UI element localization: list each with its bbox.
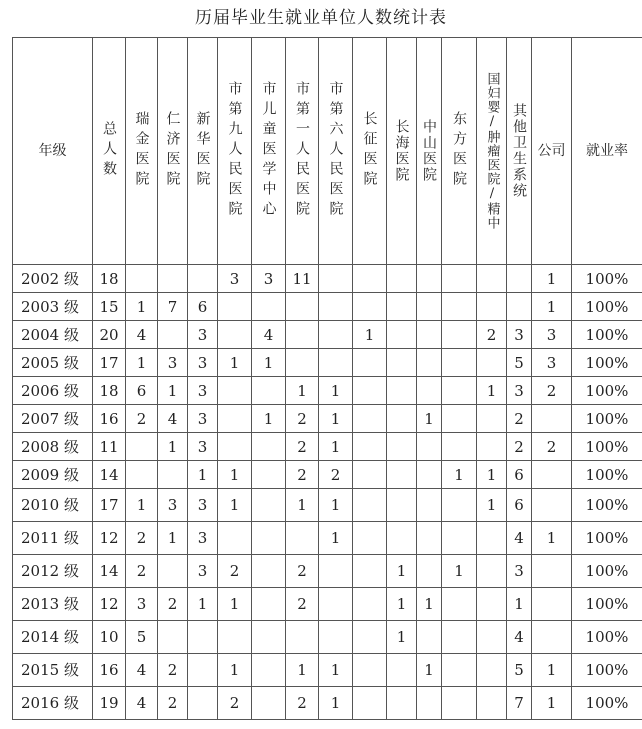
cell-c13: 1 — [507, 588, 532, 621]
cell-total: 12 — [93, 522, 126, 555]
cell-c1: 4 — [126, 654, 158, 687]
cell-grade: 2009 级 — [13, 461, 93, 489]
cell-rate: 100% — [572, 489, 642, 522]
cell-c10: 1 — [417, 654, 442, 687]
cell-c12 — [477, 654, 507, 687]
header-changzheng: 长征医院 — [353, 38, 387, 265]
table-row — [13, 522, 642, 555]
cell-c2: 1 — [158, 522, 188, 555]
cell-c6 — [286, 621, 319, 654]
cell-rate: 100% — [572, 321, 642, 349]
cell-c6: 1 — [286, 654, 319, 687]
cell-grade: 2003 级 — [13, 293, 93, 321]
cell-c14: 1 — [532, 522, 572, 555]
cell-c12: 2 — [477, 321, 507, 349]
cell-c12 — [477, 555, 507, 588]
cell-grade: 2016 级 — [13, 687, 93, 720]
cell-c14: 1 — [532, 687, 572, 720]
cell-c10 — [417, 489, 442, 522]
cell-c9 — [387, 687, 417, 720]
cell-c8 — [353, 433, 387, 461]
cell-grade: 2006 级 — [13, 377, 93, 405]
header-company: 公司 — [532, 38, 572, 265]
cell-c1: 4 — [126, 321, 158, 349]
cell-c8 — [353, 489, 387, 522]
cell-total: 15 — [93, 293, 126, 321]
cell-c9: 1 — [387, 621, 417, 654]
header-renji: 仁济医院 — [158, 38, 188, 265]
cell-c8 — [353, 555, 387, 588]
cell-c3: 1 — [188, 588, 218, 621]
cell-c13: 2 — [507, 433, 532, 461]
cell-c4: 1 — [218, 489, 252, 522]
cell-c1: 5 — [126, 621, 158, 654]
cell-c10: 1 — [417, 405, 442, 433]
table-row — [13, 489, 642, 522]
table-body — [13, 265, 642, 720]
cell-c3: 1 — [188, 461, 218, 489]
cell-c13: 5 — [507, 654, 532, 687]
cell-c3 — [188, 265, 218, 293]
cell-c4 — [218, 522, 252, 555]
cell-c5 — [252, 522, 286, 555]
cell-total: 10 — [93, 621, 126, 654]
cell-c10 — [417, 555, 442, 588]
cell-c1: 4 — [126, 687, 158, 720]
cell-c14: 3 — [532, 321, 572, 349]
cell-c1 — [126, 461, 158, 489]
cell-c3: 3 — [188, 433, 218, 461]
cell-grade: 2012 级 — [13, 555, 93, 588]
cell-c9 — [387, 461, 417, 489]
cell-c11 — [442, 621, 477, 654]
cell-c4 — [218, 377, 252, 405]
employment-stats-table — [12, 37, 642, 720]
cell-c6: 11 — [286, 265, 319, 293]
cell-c11 — [442, 377, 477, 405]
table-row — [13, 588, 642, 621]
cell-c6 — [286, 321, 319, 349]
table-row — [13, 265, 642, 293]
cell-c13: 3 — [507, 321, 532, 349]
cell-c2: 2 — [158, 654, 188, 687]
cell-c11 — [442, 265, 477, 293]
cell-c11 — [442, 433, 477, 461]
cell-c7 — [319, 555, 353, 588]
cell-c4 — [218, 405, 252, 433]
cell-c13: 6 — [507, 489, 532, 522]
cell-c11 — [442, 349, 477, 377]
cell-c7: 1 — [319, 687, 353, 720]
cell-c2: 4 — [158, 405, 188, 433]
cell-c3: 3 — [188, 349, 218, 377]
cell-c7 — [319, 349, 353, 377]
cell-total: 14 — [93, 461, 126, 489]
cell-c2 — [158, 461, 188, 489]
cell-c11 — [442, 293, 477, 321]
cell-c11 — [442, 489, 477, 522]
cell-c12 — [477, 405, 507, 433]
cell-grade: 2014 级 — [13, 621, 93, 654]
cell-c3: 3 — [188, 522, 218, 555]
cell-c10 — [417, 293, 442, 321]
cell-rate: 100% — [572, 654, 642, 687]
cell-c9 — [387, 265, 417, 293]
cell-c6: 2 — [286, 461, 319, 489]
cell-c8 — [353, 405, 387, 433]
cell-c9 — [387, 405, 417, 433]
cell-c14 — [532, 489, 572, 522]
table-row — [13, 405, 642, 433]
cell-c3: 3 — [188, 405, 218, 433]
cell-c4 — [218, 433, 252, 461]
table-title: 历届毕业生就业单位人数统计表 — [195, 8, 447, 28]
cell-c8 — [353, 349, 387, 377]
cell-c2: 1 — [158, 377, 188, 405]
cell-c4: 1 — [218, 461, 252, 489]
table-row — [13, 349, 642, 377]
cell-c6: 1 — [286, 489, 319, 522]
cell-c8 — [353, 687, 387, 720]
cell-c14: 3 — [532, 349, 572, 377]
cell-c5: 4 — [252, 321, 286, 349]
cell-grade: 2007 级 — [13, 405, 93, 433]
cell-c4: 2 — [218, 687, 252, 720]
cell-c11 — [442, 522, 477, 555]
cell-c10 — [417, 433, 442, 461]
cell-c2: 1 — [158, 433, 188, 461]
cell-c8 — [353, 654, 387, 687]
cell-c6: 2 — [286, 687, 319, 720]
cell-c5 — [252, 461, 286, 489]
cell-c7: 1 — [319, 654, 353, 687]
cell-c12 — [477, 433, 507, 461]
cell-c1: 2 — [126, 405, 158, 433]
cell-c3: 3 — [188, 377, 218, 405]
cell-c4 — [218, 293, 252, 321]
cell-c9 — [387, 349, 417, 377]
cell-c2: 2 — [158, 588, 188, 621]
header-shi6: 市第六人民医院 — [319, 38, 353, 265]
cell-c6: 2 — [286, 405, 319, 433]
cell-c12: 1 — [477, 489, 507, 522]
cell-c12 — [477, 588, 507, 621]
cell-rate: 100% — [572, 687, 642, 720]
cell-c3 — [188, 654, 218, 687]
cell-rate: 100% — [572, 588, 642, 621]
cell-c13: 7 — [507, 687, 532, 720]
cell-c14: 1 — [532, 654, 572, 687]
cell-c2 — [158, 621, 188, 654]
cell-c9 — [387, 522, 417, 555]
cell-c12: 1 — [477, 377, 507, 405]
cell-c2 — [158, 265, 188, 293]
cell-c8 — [353, 522, 387, 555]
cell-c8 — [353, 293, 387, 321]
cell-c8 — [353, 588, 387, 621]
cell-c11: 1 — [442, 461, 477, 489]
header-xinhua: 新华医院 — [188, 38, 218, 265]
cell-total: 16 — [93, 654, 126, 687]
cell-c11 — [442, 687, 477, 720]
cell-c4 — [218, 621, 252, 654]
cell-c1: 3 — [126, 588, 158, 621]
header-dongfang: 东方医院 — [442, 38, 477, 265]
header-zhongshan: 中山医院 — [417, 38, 442, 265]
cell-c1: 1 — [126, 293, 158, 321]
cell-c2: 7 — [158, 293, 188, 321]
cell-c4: 2 — [218, 555, 252, 588]
header-grade: 年级 — [13, 38, 93, 265]
cell-c10 — [417, 687, 442, 720]
cell-total: 14 — [93, 555, 126, 588]
cell-c14 — [532, 405, 572, 433]
cell-c7: 1 — [319, 522, 353, 555]
cell-c10 — [417, 321, 442, 349]
cell-c5 — [252, 293, 286, 321]
cell-c7 — [319, 321, 353, 349]
table-row — [13, 654, 642, 687]
cell-c11 — [442, 321, 477, 349]
cell-c7 — [319, 621, 353, 654]
table-row — [13, 555, 642, 588]
cell-c9 — [387, 377, 417, 405]
cell-grade: 2011 级 — [13, 522, 93, 555]
cell-c9: 1 — [387, 555, 417, 588]
cell-c6: 2 — [286, 555, 319, 588]
cell-c13 — [507, 265, 532, 293]
cell-total: 17 — [93, 489, 126, 522]
cell-c2 — [158, 555, 188, 588]
table-row — [13, 461, 642, 489]
cell-c2 — [158, 321, 188, 349]
cell-c1: 1 — [126, 489, 158, 522]
cell-total: 20 — [93, 321, 126, 349]
cell-c12 — [477, 687, 507, 720]
cell-c14 — [532, 588, 572, 621]
cell-c13: 3 — [507, 555, 532, 588]
cell-c12 — [477, 522, 507, 555]
cell-rate: 100% — [572, 265, 642, 293]
cell-c7 — [319, 293, 353, 321]
cell-c13: 2 — [507, 405, 532, 433]
table-row — [13, 687, 642, 720]
cell-c8 — [353, 461, 387, 489]
cell-c6: 2 — [286, 588, 319, 621]
cell-c8 — [353, 621, 387, 654]
cell-rate: 100% — [572, 433, 642, 461]
cell-c12 — [477, 265, 507, 293]
cell-c7: 1 — [319, 433, 353, 461]
cell-c11: 1 — [442, 555, 477, 588]
cell-c1 — [126, 265, 158, 293]
cell-c5: 1 — [252, 349, 286, 377]
cell-total: 16 — [93, 405, 126, 433]
header-total: 总人数 — [93, 38, 126, 265]
cell-c11 — [442, 654, 477, 687]
cell-grade: 2005 级 — [13, 349, 93, 377]
cell-c7 — [319, 588, 353, 621]
header-shi9: 市第九人民医院 — [218, 38, 252, 265]
cell-total: 18 — [93, 265, 126, 293]
cell-c9 — [387, 293, 417, 321]
cell-grade: 2010 级 — [13, 489, 93, 522]
header-children: 市儿童医学中心 — [252, 38, 286, 265]
cell-c3: 3 — [188, 489, 218, 522]
cell-c2: 2 — [158, 687, 188, 720]
cell-c3: 3 — [188, 555, 218, 588]
header-shi1: 市第一人民医院 — [286, 38, 319, 265]
cell-c6 — [286, 349, 319, 377]
cell-c7: 2 — [319, 461, 353, 489]
cell-c5 — [252, 687, 286, 720]
cell-c3: 6 — [188, 293, 218, 321]
header-ruijin: 瑞金医院 — [126, 38, 158, 265]
cell-c11 — [442, 588, 477, 621]
header-guofu: 国妇婴/肿瘤医院/精中 — [477, 38, 507, 265]
cell-c10 — [417, 522, 442, 555]
cell-rate: 100% — [572, 555, 642, 588]
cell-c3 — [188, 621, 218, 654]
cell-c10: 1 — [417, 588, 442, 621]
cell-rate: 100% — [572, 522, 642, 555]
cell-c10 — [417, 621, 442, 654]
cell-c1 — [126, 433, 158, 461]
cell-c7: 1 — [319, 377, 353, 405]
cell-c9 — [387, 489, 417, 522]
cell-rate: 100% — [572, 293, 642, 321]
cell-c8 — [353, 377, 387, 405]
cell-c1: 2 — [126, 555, 158, 588]
cell-c6: 2 — [286, 433, 319, 461]
cell-c2: 3 — [158, 349, 188, 377]
table-row — [13, 321, 642, 349]
cell-c5: 3 — [252, 265, 286, 293]
table-row — [13, 293, 642, 321]
cell-rate: 100% — [572, 405, 642, 433]
cell-c5 — [252, 433, 286, 461]
cell-c7 — [319, 265, 353, 293]
cell-c12: 1 — [477, 461, 507, 489]
cell-c1: 1 — [126, 349, 158, 377]
cell-c9: 1 — [387, 588, 417, 621]
cell-c12 — [477, 621, 507, 654]
cell-c12 — [477, 349, 507, 377]
header-rate: 就业率 — [572, 38, 642, 265]
cell-grade: 2008 级 — [13, 433, 93, 461]
cell-total: 18 — [93, 377, 126, 405]
cell-c8: 1 — [353, 321, 387, 349]
cell-c5 — [252, 377, 286, 405]
cell-c2: 3 — [158, 489, 188, 522]
cell-c6: 1 — [286, 377, 319, 405]
cell-c13 — [507, 293, 532, 321]
cell-c14: 1 — [532, 265, 572, 293]
cell-c10 — [417, 377, 442, 405]
cell-c14: 2 — [532, 433, 572, 461]
cell-c12 — [477, 293, 507, 321]
cell-c14 — [532, 621, 572, 654]
cell-c13: 6 — [507, 461, 532, 489]
cell-rate: 100% — [572, 377, 642, 405]
cell-c4: 1 — [218, 654, 252, 687]
cell-c4: 1 — [218, 349, 252, 377]
cell-c5 — [252, 555, 286, 588]
cell-c13: 4 — [507, 621, 532, 654]
cell-total: 11 — [93, 433, 126, 461]
cell-grade: 2004 级 — [13, 321, 93, 349]
cell-total: 19 — [93, 687, 126, 720]
table-row — [13, 377, 642, 405]
cell-c13: 5 — [507, 349, 532, 377]
cell-c3 — [188, 687, 218, 720]
cell-c6 — [286, 522, 319, 555]
cell-c10 — [417, 461, 442, 489]
table-row — [13, 433, 642, 461]
cell-c1: 2 — [126, 522, 158, 555]
cell-c6 — [286, 293, 319, 321]
cell-c14 — [532, 555, 572, 588]
table-row — [13, 621, 642, 654]
cell-grade: 2002 级 — [13, 265, 93, 293]
header-other: 其他卫生系统 — [507, 38, 532, 265]
cell-c11 — [442, 405, 477, 433]
cell-c3: 3 — [188, 321, 218, 349]
cell-c5: 1 — [252, 405, 286, 433]
cell-c4: 3 — [218, 265, 252, 293]
cell-c4: 1 — [218, 588, 252, 621]
cell-c8 — [353, 265, 387, 293]
cell-c5 — [252, 588, 286, 621]
cell-c13: 4 — [507, 522, 532, 555]
cell-total: 17 — [93, 349, 126, 377]
cell-c4 — [218, 321, 252, 349]
cell-grade: 2013 级 — [13, 588, 93, 621]
cell-total: 12 — [93, 588, 126, 621]
cell-rate: 100% — [572, 349, 642, 377]
cell-rate: 100% — [572, 621, 642, 654]
cell-c7: 1 — [319, 489, 353, 522]
cell-rate: 100% — [572, 461, 642, 489]
cell-c13: 3 — [507, 377, 532, 405]
cell-c14 — [532, 461, 572, 489]
header-row — [13, 38, 642, 265]
header-changhai: 长海医院 — [387, 38, 417, 265]
cell-c14: 2 — [532, 377, 572, 405]
cell-c5 — [252, 621, 286, 654]
cell-c5 — [252, 654, 286, 687]
cell-c9 — [387, 433, 417, 461]
cell-c1: 6 — [126, 377, 158, 405]
cell-c9 — [387, 321, 417, 349]
cell-c9 — [387, 654, 417, 687]
cell-c7: 1 — [319, 405, 353, 433]
cell-c10 — [417, 349, 442, 377]
cell-c5 — [252, 489, 286, 522]
cell-c10 — [417, 265, 442, 293]
cell-c14: 1 — [532, 293, 572, 321]
cell-grade: 2015 级 — [13, 654, 93, 687]
